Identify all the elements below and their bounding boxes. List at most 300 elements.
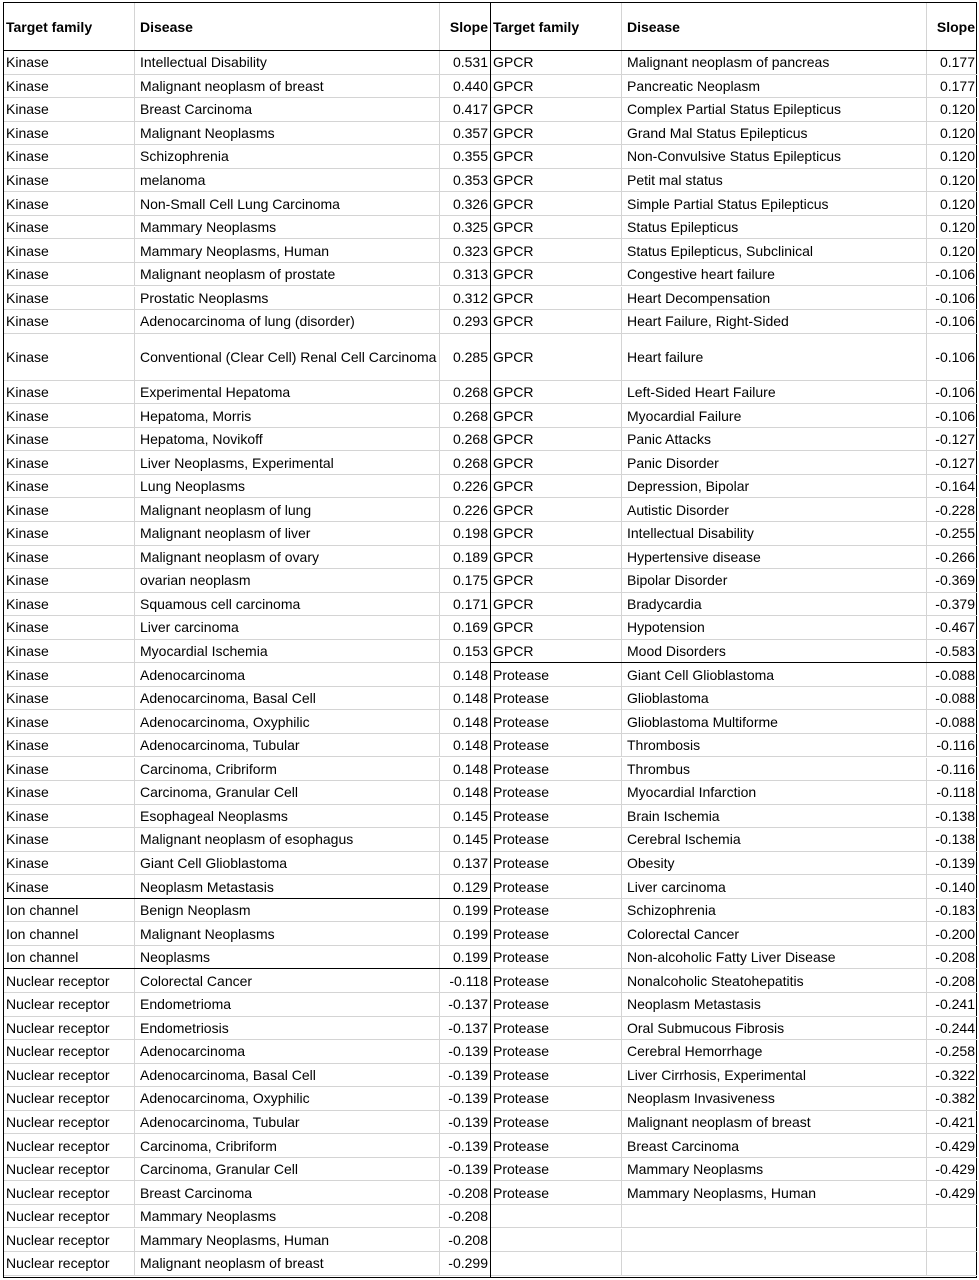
disease-cell: Colorectal Cancer bbox=[135, 969, 440, 992]
disease-cell: Esophageal Neoplasms bbox=[135, 805, 440, 828]
table-row bbox=[4, 404, 490, 428]
slope-cell: 0.189 bbox=[452, 548, 488, 565]
column-header-target-family: Target family bbox=[4, 3, 135, 50]
disease-cell: Malignant neoplasm of breast bbox=[135, 1252, 440, 1275]
target-family-cell: Kinase bbox=[4, 781, 135, 804]
disease-cell: Bradycardia bbox=[622, 593, 927, 616]
header-row bbox=[4, 3, 490, 51]
table-row bbox=[491, 522, 977, 546]
table-row bbox=[491, 734, 977, 758]
table-row bbox=[491, 687, 977, 711]
slope-cell: 0.313 bbox=[452, 266, 488, 283]
table-row bbox=[491, 169, 977, 193]
disease-cell: Non-Convulsive Status Epilepticus bbox=[622, 145, 927, 168]
slope-cell: -0.244 bbox=[935, 1019, 975, 1036]
disease-cell: Panic Disorder bbox=[622, 451, 927, 474]
table-row bbox=[4, 616, 490, 640]
table-row bbox=[4, 1181, 490, 1205]
slope-cell: -0.139 bbox=[448, 1114, 488, 1131]
slope-cell: 0.199 bbox=[452, 902, 488, 919]
slope-cell: 0.177 bbox=[939, 54, 975, 71]
target-family-cell: Kinase bbox=[4, 522, 135, 545]
table-left-half bbox=[4, 3, 490, 1277]
empty-row bbox=[491, 1229, 977, 1253]
slope-cell: -0.137 bbox=[448, 996, 488, 1013]
target-family-cell: Protease bbox=[491, 1017, 622, 1040]
target-family-cell: Kinase bbox=[4, 593, 135, 616]
target-family-cell: Protease bbox=[491, 828, 622, 851]
slope-cell: 0.169 bbox=[452, 619, 488, 636]
target-family-cell: Protease bbox=[491, 781, 622, 804]
slope-cell: 0.353 bbox=[452, 172, 488, 189]
slope-cell: 0.326 bbox=[452, 195, 488, 212]
table-row bbox=[4, 122, 490, 146]
slope-cell: 0.357 bbox=[452, 124, 488, 141]
empty-cell bbox=[622, 1252, 927, 1275]
disease-cell: Non-alcoholic Fatty Liver Disease bbox=[622, 946, 927, 969]
slope-cell: 0.293 bbox=[452, 313, 488, 330]
target-family-cell: GPCR bbox=[491, 569, 622, 592]
disease-cell: Complex Partial Status Epilepticus bbox=[622, 98, 927, 121]
table-row bbox=[4, 522, 490, 546]
slope-cell: -0.183 bbox=[935, 902, 975, 919]
table-row bbox=[4, 1252, 490, 1276]
empty-cell bbox=[491, 1252, 622, 1275]
table-row bbox=[4, 1017, 490, 1041]
slope-cell: -0.127 bbox=[935, 431, 975, 448]
slope-cell: 0.268 bbox=[452, 407, 488, 424]
disease-cell: ovarian neoplasm bbox=[135, 569, 440, 592]
table-row bbox=[491, 216, 977, 240]
target-family-cell: GPCR bbox=[491, 192, 622, 215]
slope-cell: -0.106 bbox=[935, 313, 975, 330]
slope-cell: 0.355 bbox=[452, 148, 488, 165]
disease-cell: Glioblastoma bbox=[622, 687, 927, 710]
slope-cell: -0.429 bbox=[935, 1184, 975, 1201]
disease-cell: Mammary Neoplasms, Human bbox=[135, 239, 440, 262]
slope-cell: -0.088 bbox=[935, 713, 975, 730]
empty-cell bbox=[927, 1205, 977, 1228]
target-family-cell: Kinase bbox=[4, 287, 135, 310]
disease-cell: Heart Failure, Right-Sided bbox=[622, 310, 927, 333]
table-row bbox=[4, 1158, 490, 1182]
slope-cell: -0.299 bbox=[448, 1255, 488, 1272]
slope-cell: -0.106 bbox=[935, 289, 975, 306]
table-row bbox=[4, 451, 490, 475]
disease-cell: Depression, Bipolar bbox=[622, 475, 927, 498]
target-family-cell: Protease bbox=[491, 1064, 622, 1087]
target-family-cell: Kinase bbox=[4, 758, 135, 781]
slope-cell: -0.139 bbox=[935, 854, 975, 871]
slope-cell: 0.177 bbox=[939, 77, 975, 94]
column-header-slope: Slope bbox=[936, 18, 975, 35]
disease-cell: Liver Cirrhosis, Experimental bbox=[622, 1064, 927, 1087]
disease-cell: Grand Mal Status Epilepticus bbox=[622, 122, 927, 145]
slope-cell: 0.198 bbox=[452, 525, 488, 542]
target-family-cell: Kinase bbox=[4, 451, 135, 474]
column-header-disease: Disease bbox=[622, 3, 927, 50]
target-family-cell: GPCR bbox=[491, 169, 622, 192]
target-family-cell: Kinase bbox=[4, 122, 135, 145]
disease-cell: Experimental Hepatoma bbox=[135, 381, 440, 404]
table-row bbox=[4, 145, 490, 169]
disease-cell: Malignant neoplasm of ovary bbox=[135, 546, 440, 569]
target-family-cell: Kinase bbox=[4, 569, 135, 592]
table-row bbox=[491, 616, 977, 640]
disease-cell: Myocardial Ischemia bbox=[135, 640, 440, 663]
target-family-cell: GPCR bbox=[491, 239, 622, 262]
target-family-cell: Kinase bbox=[4, 546, 135, 569]
slope-cell: -0.139 bbox=[448, 1066, 488, 1083]
disease-cell: Myocardial Infarction bbox=[622, 781, 927, 804]
table-row bbox=[4, 216, 490, 240]
table-row bbox=[4, 1111, 490, 1135]
slope-cell: -0.116 bbox=[936, 760, 975, 777]
target-family-cell: Kinase bbox=[4, 334, 135, 380]
target-family-cell: Ion channel bbox=[4, 946, 135, 969]
disease-cell: Carcinoma, Granular Cell bbox=[135, 781, 440, 804]
disease-cell: Benign Neoplasm bbox=[135, 899, 440, 922]
table-row bbox=[4, 381, 490, 405]
target-family-cell: Protease bbox=[491, 1040, 622, 1063]
slope-cell: -0.258 bbox=[935, 1043, 975, 1060]
disease-cell: Malignant neoplasm of lung bbox=[135, 498, 440, 521]
slope-cell: 0.226 bbox=[452, 478, 488, 495]
slope-cell: 0.148 bbox=[452, 784, 488, 801]
table-row bbox=[4, 852, 490, 876]
disease-cell: Status Epilepticus, Subclinical bbox=[622, 239, 927, 262]
slope-cell: -0.208 bbox=[935, 972, 975, 989]
target-family-cell: Protease bbox=[491, 687, 622, 710]
disease-cell: Liver Neoplasms, Experimental bbox=[135, 451, 440, 474]
disease-cell: Hepatoma, Novikoff bbox=[135, 428, 440, 451]
column-header-slope: Slope bbox=[449, 18, 488, 35]
disease-cell: Malignant Neoplasms bbox=[135, 122, 440, 145]
table-row bbox=[4, 758, 490, 782]
slope-cell: 0.323 bbox=[452, 242, 488, 259]
slope-cell: 0.120 bbox=[939, 195, 975, 212]
table-row bbox=[4, 498, 490, 522]
table-row bbox=[4, 263, 490, 287]
table-row bbox=[491, 98, 977, 122]
target-family-cell: GPCR bbox=[491, 51, 622, 74]
slope-cell: -0.106 bbox=[935, 407, 975, 424]
slope-cell: 0.199 bbox=[452, 925, 488, 942]
column-header-target-family: Target family bbox=[491, 3, 622, 50]
target-family-cell: Ion channel bbox=[4, 922, 135, 945]
table-row bbox=[491, 310, 977, 334]
slope-cell: -0.421 bbox=[935, 1114, 975, 1131]
disease-cell: Congestive heart failure bbox=[622, 263, 927, 286]
disease-cell: Giant Cell Glioblastoma bbox=[135, 852, 440, 875]
target-family-cell: Protease bbox=[491, 1134, 622, 1157]
table-row bbox=[4, 546, 490, 570]
table-row bbox=[4, 192, 490, 216]
table-row bbox=[491, 1064, 977, 1088]
target-family-cell: GPCR bbox=[491, 263, 622, 286]
disease-cell: Heart Decompensation bbox=[622, 287, 927, 310]
slope-cell: -0.088 bbox=[935, 666, 975, 683]
empty-cell bbox=[927, 1252, 977, 1275]
target-family-cell: GPCR bbox=[491, 616, 622, 639]
target-family-cell: Nuclear receptor bbox=[4, 969, 135, 992]
disease-cell: Panic Attacks bbox=[622, 428, 927, 451]
target-family-cell: GPCR bbox=[491, 640, 622, 663]
slope-cell: 0.171 bbox=[452, 595, 488, 612]
target-family-cell: Kinase bbox=[4, 51, 135, 74]
target-family-cell: Nuclear receptor bbox=[4, 1040, 135, 1063]
target-family-cell: GPCR bbox=[491, 381, 622, 404]
table-row bbox=[4, 663, 490, 687]
table-row bbox=[491, 569, 977, 593]
table-row bbox=[4, 1134, 490, 1158]
table-row bbox=[4, 75, 490, 99]
slope-cell: -0.467 bbox=[935, 619, 975, 636]
table-row bbox=[4, 640, 490, 664]
slope-cell: -0.116 bbox=[936, 737, 975, 754]
header-row bbox=[491, 3, 977, 51]
slope-cell: -0.139 bbox=[448, 1090, 488, 1107]
slope-cell: 0.175 bbox=[452, 572, 488, 589]
slope-cell: -0.583 bbox=[935, 643, 975, 660]
disease-cell: Pancreatic Neoplasm bbox=[622, 75, 927, 98]
slope-cell: -0.208 bbox=[448, 1208, 488, 1225]
disease-cell: Obesity bbox=[622, 852, 927, 875]
table-row bbox=[491, 75, 977, 99]
disease-cell: Brain Ischemia bbox=[622, 805, 927, 828]
slope-cell: -0.241 bbox=[935, 996, 975, 1013]
table-row bbox=[491, 993, 977, 1017]
slope-cell: -0.139 bbox=[448, 1043, 488, 1060]
disease-cell: Breast Carcinoma bbox=[135, 1181, 440, 1204]
target-family-cell: Kinase bbox=[4, 75, 135, 98]
slope-cell: 0.120 bbox=[939, 124, 975, 141]
table-row bbox=[491, 145, 977, 169]
table-row bbox=[491, 1111, 977, 1135]
target-family-cell: Protease bbox=[491, 946, 622, 969]
disease-cell: Left-Sided Heart Failure bbox=[622, 381, 927, 404]
table-row bbox=[491, 946, 977, 970]
empty-cell bbox=[491, 1229, 622, 1252]
slope-cell: -0.208 bbox=[448, 1184, 488, 1201]
empty-cell bbox=[927, 1229, 977, 1252]
slope-cell: -0.088 bbox=[935, 690, 975, 707]
disease-cell: Intellectual Disability bbox=[135, 51, 440, 74]
table-row bbox=[491, 640, 977, 664]
table-row bbox=[491, 287, 977, 311]
target-family-cell: Kinase bbox=[4, 216, 135, 239]
table-row bbox=[491, 875, 977, 899]
target-family-cell: Kinase bbox=[4, 381, 135, 404]
target-family-cell: GPCR bbox=[491, 310, 622, 333]
table-row bbox=[491, 122, 977, 146]
slope-cell: -0.140 bbox=[935, 878, 975, 895]
table-row bbox=[4, 239, 490, 263]
slope-cell: 0.417 bbox=[452, 101, 488, 118]
table-row bbox=[4, 710, 490, 734]
disease-cell: Schizophrenia bbox=[622, 899, 927, 922]
target-family-cell: Nuclear receptor bbox=[4, 1134, 135, 1157]
target-family-cell: Kinase bbox=[4, 710, 135, 733]
disease-cell: Cerebral Hemorrhage bbox=[622, 1040, 927, 1063]
slope-cell: 0.148 bbox=[452, 713, 488, 730]
disease-cell: Adenocarcinoma, Oxyphilic bbox=[135, 1087, 440, 1110]
table-row bbox=[4, 969, 490, 993]
disease-cell: Mammary Neoplasms, Human bbox=[622, 1181, 927, 1204]
target-family-cell: Kinase bbox=[4, 805, 135, 828]
table-row bbox=[4, 1087, 490, 1111]
table-row bbox=[491, 546, 977, 570]
disease-cell: Conventional (Clear Cell) Renal Cell Carcinoma bbox=[135, 334, 440, 380]
disease-cell: Non-Small Cell Lung Carcinoma bbox=[135, 192, 440, 215]
target-family-cell: Kinase bbox=[4, 734, 135, 757]
target-family-cell: Kinase bbox=[4, 640, 135, 663]
slope-cell: -0.208 bbox=[935, 949, 975, 966]
table-row bbox=[491, 1181, 977, 1205]
slope-cell: -0.228 bbox=[935, 501, 975, 518]
table-row bbox=[491, 663, 977, 687]
slope-cell: 0.153 bbox=[452, 643, 488, 660]
slope-cell: -0.139 bbox=[448, 1137, 488, 1154]
target-family-cell: Nuclear receptor bbox=[4, 1064, 135, 1087]
disease-cell: Endometrioma bbox=[135, 993, 440, 1016]
table-row bbox=[4, 1205, 490, 1229]
slope-cell: 0.148 bbox=[452, 760, 488, 777]
target-family-cell: Protease bbox=[491, 969, 622, 992]
disease-cell: Malignant neoplasm of breast bbox=[135, 75, 440, 98]
disease-cell: Oral Submucous Fibrosis bbox=[622, 1017, 927, 1040]
column-header-disease: Disease bbox=[135, 3, 440, 50]
slope-cell: 0.137 bbox=[452, 854, 488, 871]
target-family-cell: Kinase bbox=[4, 169, 135, 192]
slope-cell: 0.226 bbox=[452, 501, 488, 518]
table-row bbox=[4, 781, 490, 805]
slope-cell: -0.382 bbox=[935, 1090, 975, 1107]
table-row bbox=[491, 428, 977, 452]
table-row bbox=[4, 1064, 490, 1088]
empty-cell bbox=[622, 1229, 927, 1252]
target-family-cell: Nuclear receptor bbox=[4, 993, 135, 1016]
table-row bbox=[4, 334, 490, 381]
slope-cell: 0.148 bbox=[452, 690, 488, 707]
target-family-cell: Kinase bbox=[4, 663, 135, 686]
disease-cell: Mammary Neoplasms bbox=[622, 1158, 927, 1181]
target-family-cell: Protease bbox=[491, 993, 622, 1016]
target-family-cell: GPCR bbox=[491, 75, 622, 98]
disease-cell: Mammary Neoplasms, Human bbox=[135, 1229, 440, 1252]
target-family-cell: Kinase bbox=[4, 616, 135, 639]
disease-cell: Adenocarcinoma, Basal Cell bbox=[135, 1064, 440, 1087]
disease-cell: Carcinoma, Cribriform bbox=[135, 758, 440, 781]
table-row bbox=[4, 428, 490, 452]
target-family-cell: Kinase bbox=[4, 310, 135, 333]
target-family-cell: Nuclear receptor bbox=[4, 1111, 135, 1134]
slope-cell: 0.268 bbox=[452, 431, 488, 448]
slope-cell: 0.268 bbox=[452, 454, 488, 471]
slope-cell: -0.266 bbox=[935, 548, 975, 565]
disease-cell: Intellectual Disability bbox=[622, 522, 927, 545]
table-row bbox=[491, 381, 977, 405]
target-family-cell: Kinase bbox=[4, 475, 135, 498]
disease-cell: Malignant neoplasm of breast bbox=[622, 1111, 927, 1134]
target-family-cell: Kinase bbox=[4, 428, 135, 451]
target-family-cell: GPCR bbox=[491, 334, 622, 380]
table-row bbox=[4, 734, 490, 758]
disease-cell: Thrombosis bbox=[622, 734, 927, 757]
target-family-cell: GPCR bbox=[491, 287, 622, 310]
slope-cell: -0.139 bbox=[448, 1161, 488, 1178]
disease-cell: Glioblastoma Multiforme bbox=[622, 710, 927, 733]
disease-cell: Breast Carcinoma bbox=[622, 1134, 927, 1157]
data-table bbox=[3, 2, 977, 1278]
table-row bbox=[4, 475, 490, 499]
disease-cell: Myocardial Failure bbox=[622, 404, 927, 427]
target-family-cell: Kinase bbox=[4, 263, 135, 286]
target-family-cell: GPCR bbox=[491, 498, 622, 521]
target-family-cell: Kinase bbox=[4, 498, 135, 521]
disease-cell: Adenocarcinoma bbox=[135, 663, 440, 686]
disease-cell: Hepatoma, Morris bbox=[135, 404, 440, 427]
disease-cell: Carcinoma, Cribriform bbox=[135, 1134, 440, 1157]
disease-cell: Adenocarcinoma, Basal Cell bbox=[135, 687, 440, 710]
slope-cell: -0.138 bbox=[935, 831, 975, 848]
target-family-cell: Kinase bbox=[4, 98, 135, 121]
target-family-cell: GPCR bbox=[491, 451, 622, 474]
target-family-cell: Kinase bbox=[4, 404, 135, 427]
slope-cell: 0.199 bbox=[452, 949, 488, 966]
table-row bbox=[491, 593, 977, 617]
target-family-cell: Protease bbox=[491, 852, 622, 875]
disease-cell: Simple Partial Status Epilepticus bbox=[622, 192, 927, 215]
disease-cell: Malignant neoplasm of prostate bbox=[135, 263, 440, 286]
disease-cell: Giant Cell Glioblastoma bbox=[622, 663, 927, 686]
target-family-cell: Kinase bbox=[4, 145, 135, 168]
target-family-cell: Protease bbox=[491, 1087, 622, 1110]
slope-cell: -0.118 bbox=[936, 784, 975, 801]
table-row bbox=[491, 475, 977, 499]
target-family-cell: Kinase bbox=[4, 192, 135, 215]
disease-cell: Neoplasm Metastasis bbox=[135, 875, 440, 898]
table-row bbox=[491, 828, 977, 852]
disease-cell: Prostatic Neoplasms bbox=[135, 287, 440, 310]
slope-cell: -0.106 bbox=[935, 383, 975, 400]
target-family-cell: Protease bbox=[491, 1158, 622, 1181]
table-row bbox=[4, 593, 490, 617]
slope-cell: -0.127 bbox=[935, 454, 975, 471]
disease-cell: Adenocarcinoma bbox=[135, 1040, 440, 1063]
table-row bbox=[491, 852, 977, 876]
target-family-cell: GPCR bbox=[491, 428, 622, 451]
disease-cell: Petit mal status bbox=[622, 169, 927, 192]
slope-cell: -0.200 bbox=[935, 925, 975, 942]
slope-cell: -0.255 bbox=[935, 525, 975, 542]
disease-cell: Neoplasm Invasiveness bbox=[622, 1087, 927, 1110]
table-row bbox=[4, 922, 490, 946]
table-row bbox=[491, 758, 977, 782]
target-family-cell: GPCR bbox=[491, 546, 622, 569]
table-row bbox=[4, 98, 490, 122]
target-family-cell: GPCR bbox=[491, 122, 622, 145]
table-row bbox=[4, 875, 490, 899]
slope-cell: 0.148 bbox=[452, 666, 488, 683]
disease-cell: Neoplasm Metastasis bbox=[622, 993, 927, 1016]
disease-cell: Schizophrenia bbox=[135, 145, 440, 168]
slope-cell: 0.531 bbox=[452, 54, 488, 71]
table-row bbox=[491, 192, 977, 216]
table-row bbox=[491, 922, 977, 946]
target-family-cell: Protease bbox=[491, 734, 622, 757]
target-family-cell: Kinase bbox=[4, 875, 135, 898]
